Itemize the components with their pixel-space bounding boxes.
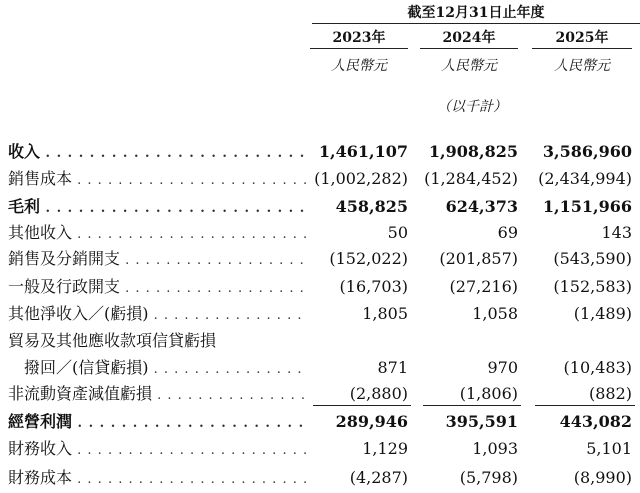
value-2023: (16,703) xyxy=(339,277,408,296)
unit-note: （以千計） xyxy=(437,99,507,115)
value-2025: (10,483) xyxy=(563,358,632,377)
row-label: 銷售成本 . . . xyxy=(8,167,306,191)
row-other-net-income xyxy=(0,302,640,326)
value-2025: (882) xyxy=(588,384,632,403)
row-label: 非流動資產減值虧損 . . . xyxy=(8,382,306,406)
year-label: 2023年 xyxy=(310,27,408,49)
value-2025: (8,990) xyxy=(573,468,632,487)
row-label: 撥回／(信貸虧損) . . . xyxy=(8,356,306,380)
currency-label: 人民幣元 xyxy=(554,58,610,74)
value-2024: 1,093 xyxy=(472,439,518,458)
row-label: 財務收入 . . . xyxy=(8,437,306,461)
value-2023: 289,946 xyxy=(335,412,408,431)
value-2025: 3,586,960 xyxy=(542,142,632,161)
value-2024: (5,798) xyxy=(459,468,518,487)
row-label: 財務成本 . . . xyxy=(8,466,306,490)
value-2025: (152,583) xyxy=(553,277,632,296)
year-column-2025 xyxy=(532,27,632,73)
row-label: 銷售及分銷開支 . . . xyxy=(8,247,306,271)
row-finance-costs xyxy=(0,466,640,490)
row-reversal-credit-loss xyxy=(0,356,640,380)
row-selling-distribution xyxy=(0,247,640,271)
row-gross-profit xyxy=(0,195,640,219)
value-2024: 970 xyxy=(487,358,518,377)
value-2023: (1,002,282) xyxy=(314,169,408,188)
value-2023: (2,880) xyxy=(349,384,408,403)
value-2023: 1,461,107 xyxy=(318,142,408,161)
value-2023: 458,825 xyxy=(335,197,408,216)
value-2025: 443,082 xyxy=(559,412,632,431)
subtotal-rule xyxy=(423,405,521,406)
value-2024: 69 xyxy=(497,223,518,242)
row-label: 經營利潤 . . . xyxy=(8,410,306,434)
value-2023 xyxy=(310,329,408,353)
row-label: 貿易及其他應收款項信貸虧損 xyxy=(8,331,217,350)
row-general-admin xyxy=(0,275,640,299)
subtotal-rule xyxy=(313,405,411,406)
value-2023: 1,129 xyxy=(362,439,408,458)
row-operating-profit xyxy=(0,410,640,434)
year-column-2024 xyxy=(420,27,518,73)
row-other-income xyxy=(0,221,640,245)
value-2025 xyxy=(532,329,632,353)
value-2024: 1,908,825 xyxy=(428,142,518,161)
value-2024: (1,806) xyxy=(459,384,518,403)
row-revenue xyxy=(0,140,640,164)
row-impairment-non-current xyxy=(0,382,640,406)
value-2024 xyxy=(420,329,518,353)
row-label: 毛利 . . . xyxy=(8,195,306,219)
value-2023: 50 xyxy=(387,223,408,242)
row-label: 一般及行政開支 . . . xyxy=(8,275,306,299)
value-2023: 871 xyxy=(377,358,408,377)
row-label: 其他收入 . . . xyxy=(8,221,306,245)
value-2025: (1,489) xyxy=(573,304,632,323)
value-2024: 395,591 xyxy=(445,412,518,431)
value-2024: (1,284,452) xyxy=(424,169,518,188)
year-label: 2025年 xyxy=(532,27,632,49)
value-2025: (543,590) xyxy=(553,249,632,268)
year-label: 2024年 xyxy=(420,27,518,49)
row-finance-income xyxy=(0,437,640,461)
row-label: 其他淨收入／(虧損) . . . xyxy=(8,302,306,326)
value-2025: 1,151,966 xyxy=(542,197,632,216)
currency-label: 人民幣元 xyxy=(331,58,387,74)
currency-label: 人民幣元 xyxy=(441,58,497,74)
value-2025: (2,434,994) xyxy=(538,169,632,188)
value-2024: 1,058 xyxy=(472,304,518,323)
value-2025: 143 xyxy=(601,223,632,242)
row-receivables-credit-loss-title xyxy=(0,329,640,353)
value-2025: 5,101 xyxy=(586,439,632,458)
row-cost-of-sales xyxy=(0,167,640,191)
value-2024: (201,857) xyxy=(439,249,518,268)
row-label: 收入 . . . xyxy=(8,140,306,164)
subtotal-rule xyxy=(535,405,635,406)
value-2023: 1,805 xyxy=(362,304,408,323)
year-column-2023 xyxy=(310,27,408,73)
value-2024: (27,216) xyxy=(449,277,518,296)
value-2023: (4,287) xyxy=(349,468,408,487)
value-2024: 624,373 xyxy=(445,197,518,216)
value-2023: (152,022) xyxy=(329,249,408,268)
period-header: 截至12月31日止年度 xyxy=(312,2,640,24)
